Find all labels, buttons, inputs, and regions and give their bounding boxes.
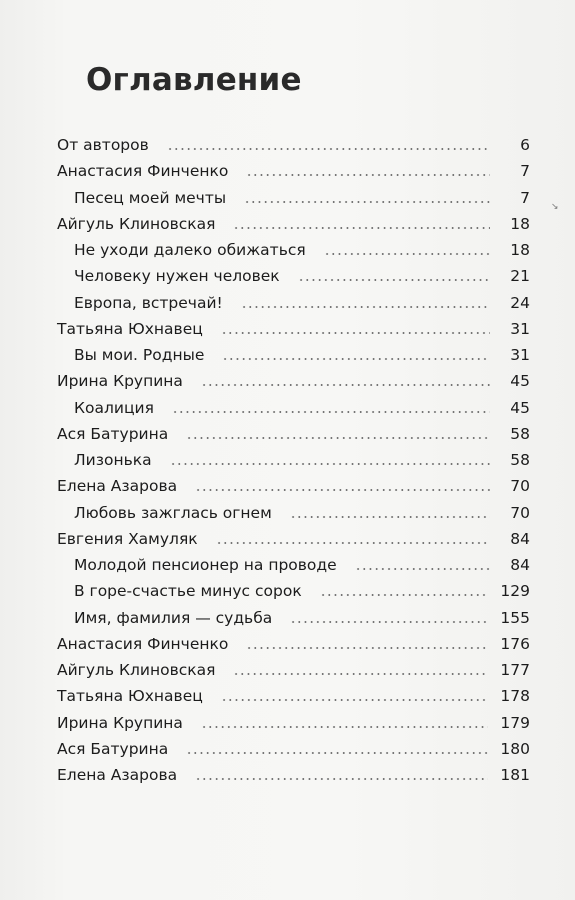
toc-page-number: 176 (500, 634, 530, 653)
dot-leader (246, 173, 490, 177)
paper-mark: ↘ (551, 202, 559, 212)
toc-entry-title: Елена Азарова (57, 477, 178, 496)
toc-entry (57, 422, 530, 446)
toc-entry (57, 763, 530, 787)
toc-page-number: 45 (510, 372, 530, 391)
toc-entry (74, 501, 530, 525)
toc-entry-title: В горе-счастье минус сорок (74, 582, 302, 601)
toc-entry (74, 343, 530, 367)
toc-entry-title: Человеку нужен человек (74, 267, 280, 286)
toc-page-number: 18 (510, 241, 530, 259)
dot-leader (222, 357, 490, 361)
toc-entry-title: Ирина Крупина (57, 713, 183, 732)
toc-entry-title: Молодой пенсионер на проводе (74, 556, 337, 574)
toc-page-number: 18 (510, 214, 530, 233)
toc-entry-title: Елена Азарова (57, 766, 178, 784)
toc-entry-title: Евгения Хамуляк (57, 529, 198, 548)
toc-entry (74, 579, 530, 603)
toc-page-number: 31 (510, 346, 530, 364)
toc-entry (74, 396, 530, 420)
dot-leader (201, 725, 488, 729)
dot-leader (172, 410, 490, 414)
toc-entry (74, 186, 530, 210)
toc-entry-title: Ирина Крупина (57, 372, 183, 391)
toc-page-number: 179 (500, 713, 530, 732)
dot-leader (320, 593, 489, 597)
toc-entry-title: Имя, фамилия — судьба (74, 608, 273, 627)
toc-entry-title: Айгуль Клиновская (57, 661, 216, 679)
toc-entry (74, 553, 530, 577)
toc-page-number: 21 (510, 267, 530, 286)
toc-entry-title: Ася Батурина (57, 739, 169, 758)
toc-entry (57, 369, 530, 393)
toc-entry-title: Вы мои. Родные (74, 346, 205, 364)
toc-page-number: 129 (500, 582, 530, 601)
dot-leader (167, 147, 490, 151)
toc-page-number: 70 (510, 503, 530, 522)
toc-entry (74, 238, 530, 262)
toc-page-number: 6 (520, 136, 530, 154)
toc-entry-title: Песец моей мечты (74, 188, 227, 207)
dot-leader (233, 672, 488, 676)
toc-entry (57, 159, 530, 183)
toc-entry-title: Коалиция (74, 398, 154, 417)
toc-page-number: 84 (510, 556, 530, 574)
toc-entry (57, 711, 530, 735)
toc-entry (74, 448, 530, 472)
toc-entry-title: Лизонька (74, 451, 152, 469)
toc-page-number: 7 (520, 188, 530, 207)
toc-entry (57, 684, 530, 708)
dot-leader (233, 226, 490, 230)
toc-page-number: 24 (510, 293, 530, 312)
dot-leader (246, 646, 488, 650)
dot-leader (221, 698, 489, 702)
dot-leader (195, 777, 488, 781)
toc-entry (57, 212, 530, 236)
dot-leader (241, 305, 490, 309)
toc-page-number: 181 (500, 766, 530, 784)
toc-page-number: 178 (500, 687, 530, 706)
dot-leader (355, 567, 490, 571)
toc-entry (74, 291, 530, 315)
toc-entry (57, 658, 530, 682)
toc-entry-title: Татьяна Юхнавец (57, 687, 203, 706)
toc-entry (57, 133, 530, 157)
toc-entry-title: Анастасия Финченко (57, 634, 229, 653)
toc-entry-title: Любовь зажглась огнем (74, 503, 272, 522)
toc-page-number: 58 (510, 424, 530, 443)
dot-leader (244, 200, 490, 204)
dot-leader (324, 252, 490, 256)
toc-entry-title: Ася Батурина (57, 424, 169, 443)
dot-leader (290, 515, 490, 519)
toc-page-number: 70 (510, 477, 530, 496)
page-title: Оглавление (86, 62, 302, 98)
dot-leader (290, 620, 488, 624)
dot-leader (298, 278, 490, 282)
toc-entry (74, 264, 530, 288)
dot-leader (195, 488, 490, 492)
toc-entry (74, 606, 530, 630)
toc-entry-title: Татьяна Юхнавец (57, 319, 203, 338)
toc-page-number: 84 (510, 529, 530, 548)
dot-leader (221, 331, 490, 335)
toc-page-number: 45 (510, 398, 530, 417)
dot-leader (170, 462, 490, 466)
toc-entry (57, 527, 530, 551)
toc-entry (57, 737, 530, 761)
toc-entry (57, 317, 530, 341)
toc-entry-title: Европа, встречай! (74, 293, 223, 312)
toc-entry (57, 474, 530, 498)
toc-page-number: 7 (520, 162, 530, 181)
toc-entry (57, 632, 530, 656)
toc-page-number: 58 (510, 451, 530, 469)
toc-page-number: 31 (510, 319, 530, 338)
dot-leader (186, 751, 488, 755)
toc-entry-title: Анастасия Финченко (57, 162, 229, 181)
toc-page-number: 180 (500, 739, 530, 758)
toc-page-number: 155 (500, 608, 530, 627)
toc-page-number: 177 (500, 661, 530, 679)
dot-leader (186, 436, 490, 440)
dot-leader (216, 541, 490, 545)
dot-leader (201, 383, 490, 387)
toc-entry-title: От авторов (57, 136, 149, 154)
toc-entry-title: Не уходи далеко обижаться (74, 241, 306, 259)
toc-entry-title: Айгуль Клиновская (57, 214, 216, 233)
